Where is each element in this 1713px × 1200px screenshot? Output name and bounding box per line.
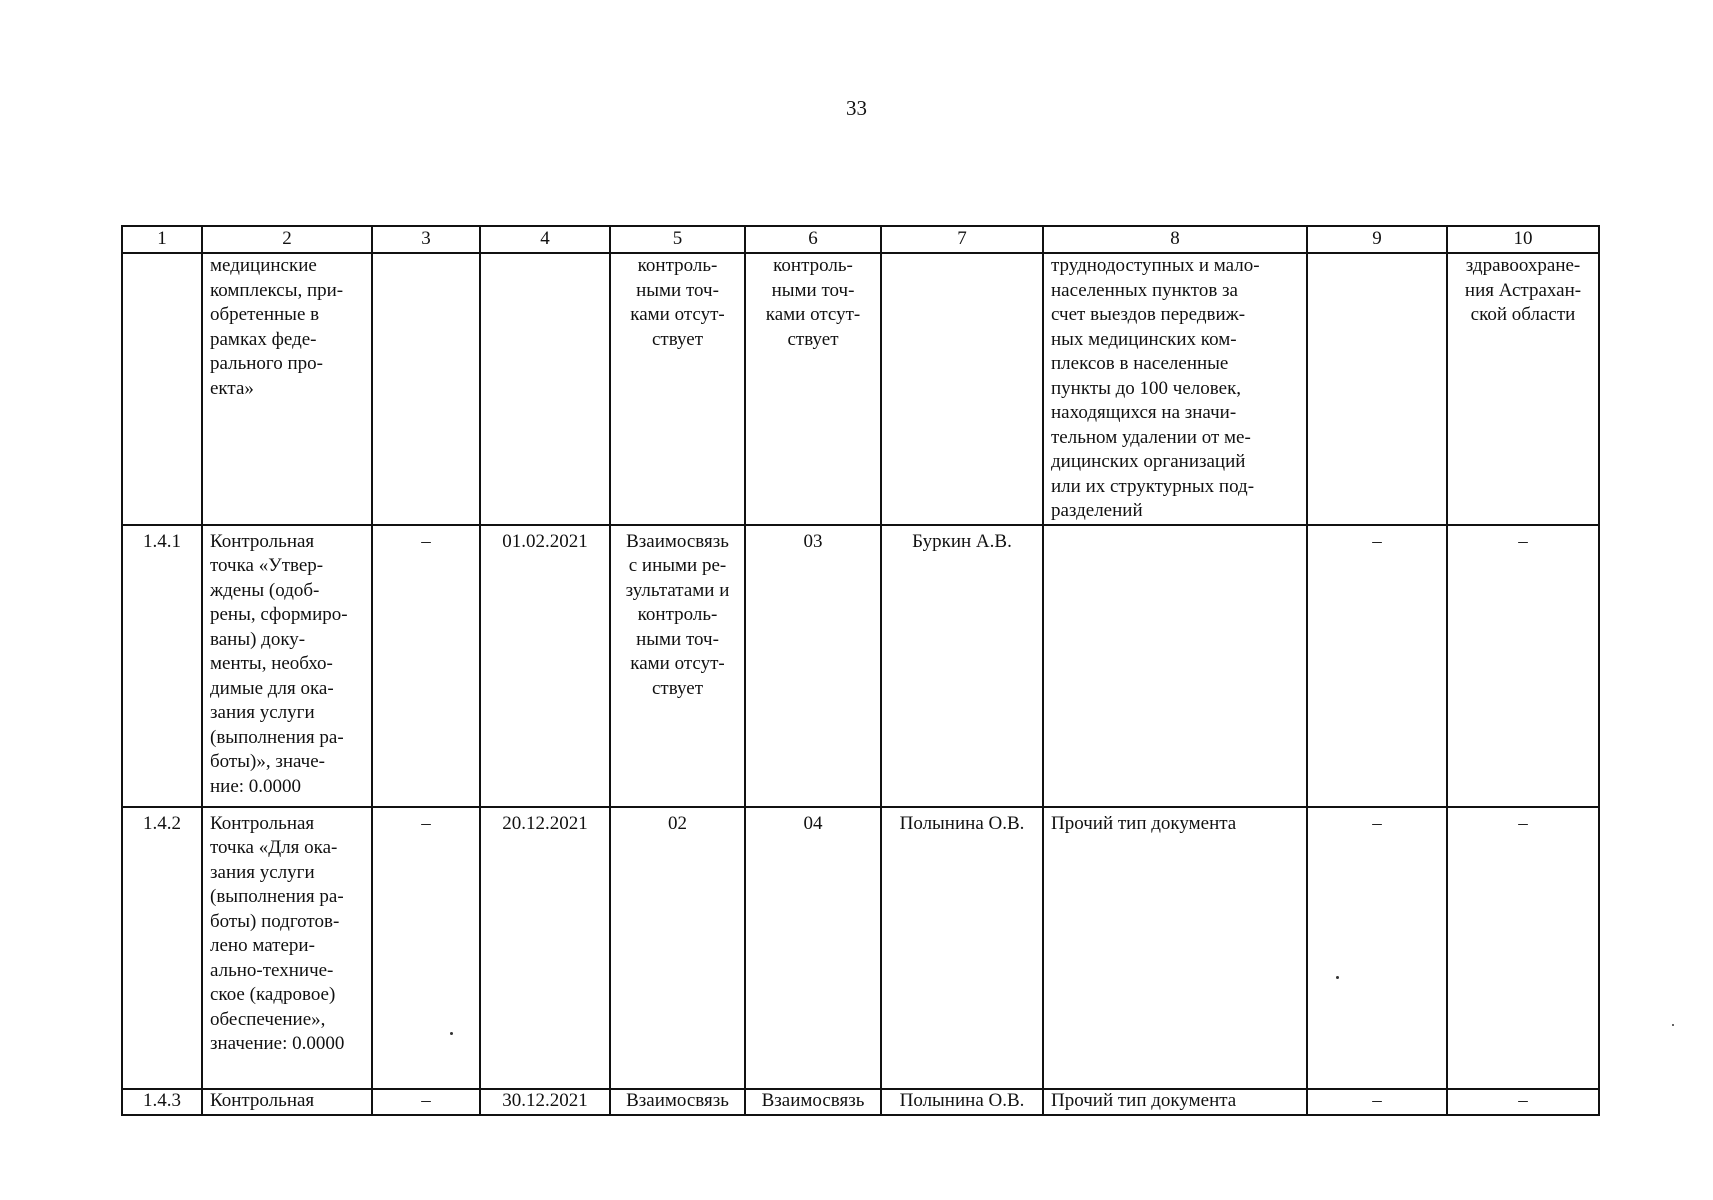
cell-col5: Взаимосвязь с иными ре- зультатами и контроль- ными точ- ками отсут- ствует [610,525,745,807]
cell-col6: Взаимосвязь [745,1089,881,1115]
plan-table [121,225,1600,1116]
table-row [122,1089,1599,1115]
cell-name: Контрольная точка «Для ока- зания услуги (выполнения ра- боты) подготов- лено матери- ально-техниче- ское (кадровое) обеспечение», значение: 0.0000 [202,807,372,1089]
cell-col5: Взаимосвязь [610,1089,745,1115]
cell-num [122,253,202,525]
cell-col10: – [1447,807,1599,1089]
scan-speck [1672,1024,1674,1026]
cell-col6: контроль- ными точ- ками отсут- ствует [745,253,881,525]
cell-col10: – [1447,525,1599,807]
cell-col8: труднодоступных и мало- населенных пунктов за счет выездов передвиж- ных медицинских ком- плексов в населенные пункты до 100 человек, находящихся на значи- тельном удалении от ме- дицинских организаций или их структурных под- разделений [1043,253,1307,525]
cell-col3: – [372,807,480,1089]
cell-col5: 02 [610,807,745,1089]
cell-col9: – [1307,525,1447,807]
cell-responsible: Полынина О.В. [881,807,1043,1089]
header-cell: 1 [122,226,202,253]
scan-speck [450,1032,453,1035]
cell-col8 [1043,525,1307,807]
cell-date [480,253,610,525]
header-cell: 5 [610,226,745,253]
cell-col8: Прочий тип документа [1043,1089,1307,1115]
cell-name: Контрольная точка «Утвер- ждены (одоб- рены, сформиро- ваны) доку- менты, необхо- димые для ока- зания услуги (выполнения ра- боты)», значе- ние: 0.0000 [202,525,372,807]
cell-col9: – [1307,1089,1447,1115]
table-row [122,807,1599,1089]
header-cell: 3 [372,226,480,253]
cell-col10: – [1447,1089,1599,1115]
cell-col6: 03 [745,525,881,807]
cell-col3: – [372,1089,480,1115]
continuation-row [122,253,1599,525]
header-cell: 8 [1043,226,1307,253]
cell-col3: – [372,525,480,807]
cell-date: 20.12.2021 [480,807,610,1089]
cell-name: Контрольная [202,1089,372,1115]
column-number-row [122,226,1599,253]
cell-col9 [1307,253,1447,525]
header-cell: 7 [881,226,1043,253]
cell-responsible: Буркин А.В. [881,525,1043,807]
cell-num: 1.4.1 [122,525,202,807]
table-row [122,525,1599,807]
cell-col6: 04 [745,807,881,1089]
cell-col3 [372,253,480,525]
cell-col8: Прочий тип документа [1043,807,1307,1089]
cell-num: 1.4.3 [122,1089,202,1115]
cell-col5: контроль- ными точ- ками отсут- ствует [610,253,745,525]
header-cell: 9 [1307,226,1447,253]
header-cell: 4 [480,226,610,253]
cell-col10: здравоохране- ния Астрахан- ской области [1447,253,1599,525]
cell-responsible [881,253,1043,525]
cell-name: медицинские комплексы, при- обретенные в рамках феде- рального про- екта» [202,253,372,525]
cell-responsible: Полынина О.В. [881,1089,1043,1115]
page-number: 33 [846,96,867,120]
cell-col9: – [1307,807,1447,1089]
cell-date: 30.12.2021 [480,1089,610,1115]
cell-num: 1.4.2 [122,807,202,1089]
header-cell: 6 [745,226,881,253]
cell-date: 01.02.2021 [480,525,610,807]
header-cell: 10 [1447,226,1599,253]
scan-speck [1336,976,1339,979]
header-cell: 2 [202,226,372,253]
